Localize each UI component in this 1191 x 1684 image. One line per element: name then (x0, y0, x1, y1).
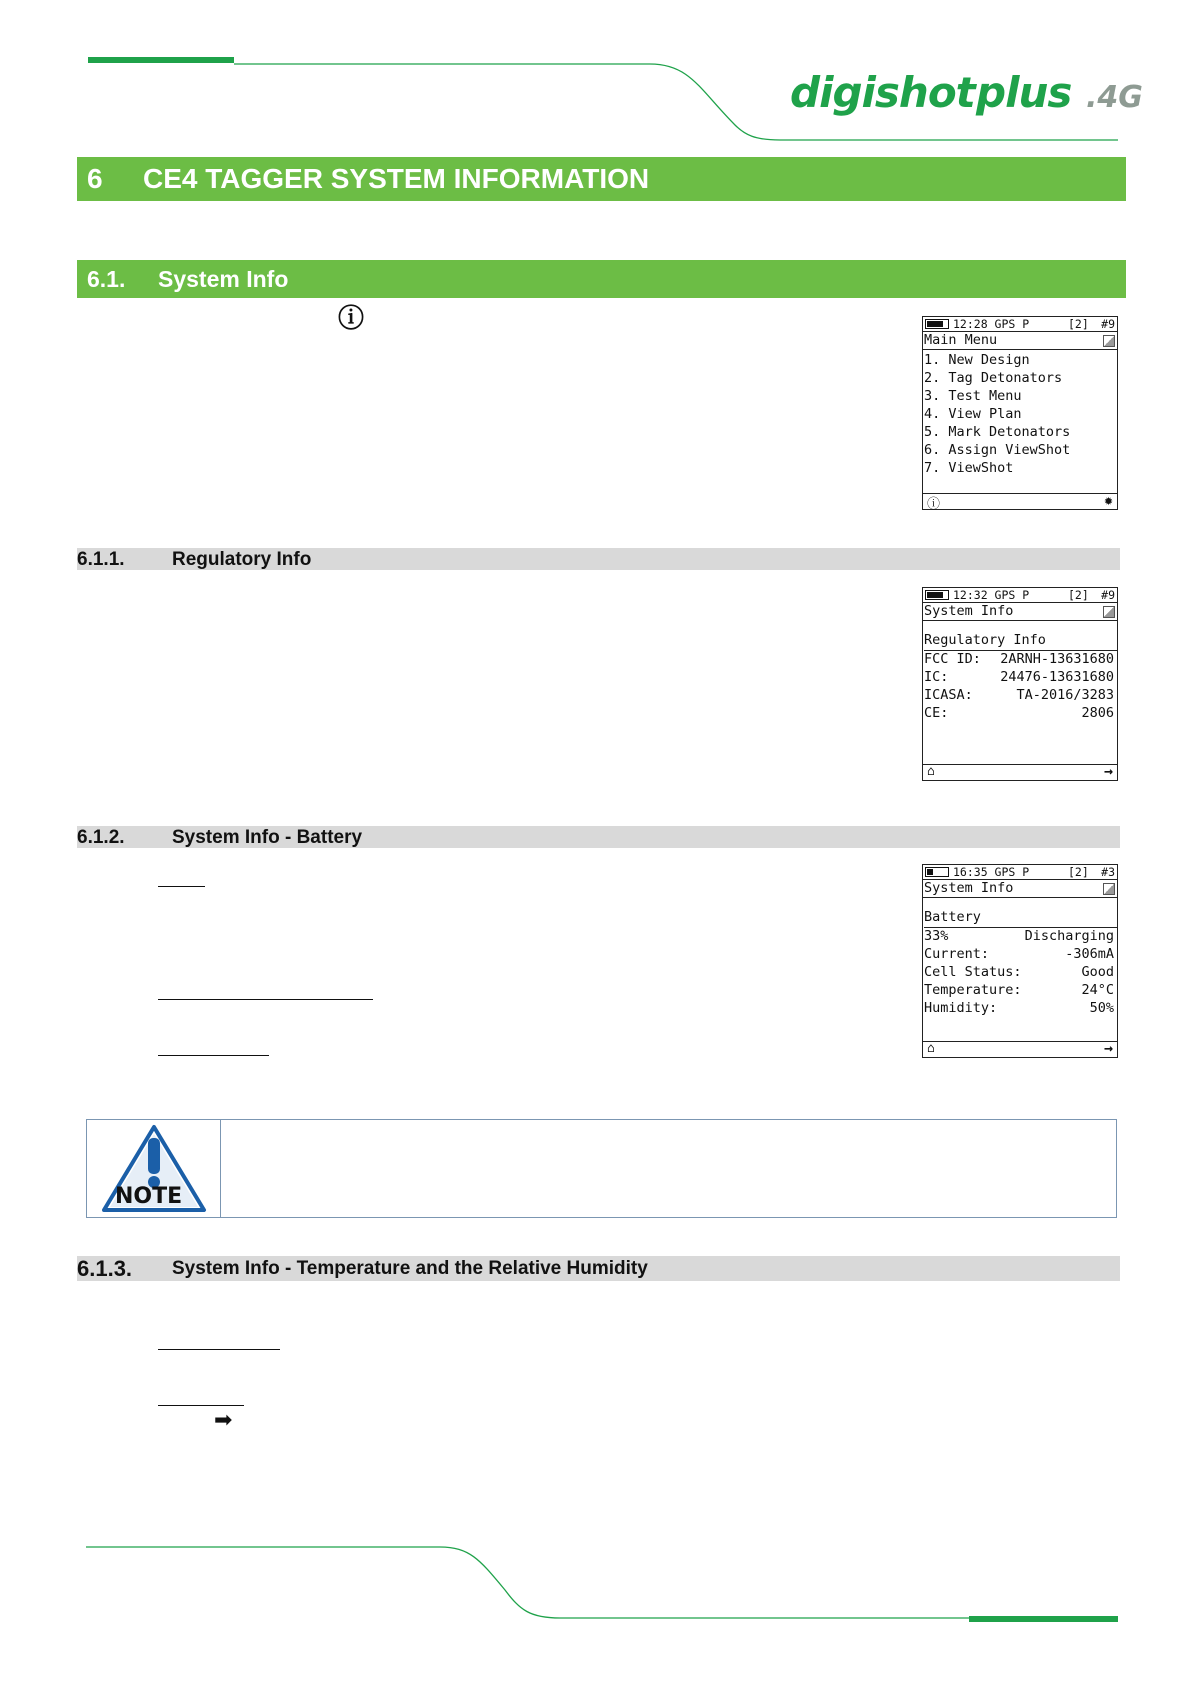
info-softkey-icon[interactable]: ⓘ (927, 497, 941, 512)
info-value: 24476-13631680 (1000, 669, 1114, 685)
status-time: 12:32 GPS P (953, 588, 1030, 602)
info-icon: ⓘ (338, 304, 365, 334)
status-count: #9 (1101, 317, 1115, 331)
note-label: NOTE (115, 1184, 183, 1209)
screen-title: System Info (924, 603, 1014, 619)
subsection-number: 6.1.2. (77, 827, 125, 848)
info-label: Cell Status: (924, 964, 1022, 980)
info-value: 24°C (1081, 982, 1114, 998)
info-value: TA-2016/3283 (1016, 687, 1114, 703)
info-label: ICASA: (924, 687, 973, 703)
subsection-number: 6.1.1. (77, 549, 125, 570)
logo-text-4g: .4G (1086, 80, 1143, 115)
info-value: 50% (1089, 1000, 1114, 1016)
info-label: Humidity: (924, 1000, 998, 1016)
status-time: 12:28 GPS P (953, 317, 1030, 331)
logo-text-plus: plus (976, 68, 1072, 117)
info-label: 33% (924, 928, 949, 944)
screen-title: System Info (924, 880, 1014, 896)
subsection-title: Regulatory Info (172, 549, 312, 570)
signal-icon: [2] (1068, 865, 1089, 879)
info-label: Temperature: (924, 982, 1022, 998)
subsection-title: System Info - Battery (172, 827, 363, 848)
info-label: FCC ID: (924, 651, 981, 667)
info-label: CE: (924, 705, 949, 721)
status-count: #3 (1101, 865, 1115, 879)
logo-text-digishot: digishot (790, 68, 975, 117)
menu-item[interactable]: 3. Test Menu (924, 388, 1022, 404)
signal-icon: [2] (1068, 588, 1089, 602)
info-value: Good (1081, 964, 1114, 980)
subsection-title: System Info - Temperature and the Relative Humidity (172, 1258, 648, 1279)
section-title: System Info (158, 266, 289, 292)
info-value: Discharging (1024, 928, 1114, 944)
screen-heading: Battery (924, 909, 1117, 928)
info-value: 2806 (1081, 705, 1114, 721)
info-label: Current: (924, 946, 990, 962)
subsection-number: 6.1.3. (77, 1256, 133, 1281)
chapter-number: 6 (87, 163, 103, 194)
next-arrow-softkey-icon[interactable]: → (1103, 1039, 1113, 1057)
next-arrow-softkey-icon[interactable]: → (1103, 762, 1113, 780)
section-number: 6.1. (87, 266, 126, 292)
menu-item[interactable]: 2. Tag Detonators (924, 370, 1063, 386)
home-softkey-icon[interactable]: ⌂ (927, 1041, 935, 1056)
screen-title: Main Menu (924, 332, 998, 348)
info-value: -306mA (1065, 946, 1114, 962)
screen-heading: Regulatory Info (924, 632, 1117, 651)
menu-item[interactable]: 7. ViewShot (924, 460, 1014, 476)
home-softkey-icon[interactable]: ⌂ (927, 764, 935, 779)
chapter-title: CE4 TAGGER SYSTEM INFORMATION (143, 163, 650, 194)
menu-item[interactable]: 4. View Plan (924, 406, 1022, 422)
settings-softkey-icon[interactable]: ✹ (1103, 491, 1113, 509)
info-value: 2ARNH-13631680 (1000, 651, 1114, 667)
status-count: #9 (1101, 588, 1115, 602)
right-arrow-icon: ➡ (214, 1408, 233, 1433)
info-label: IC: (924, 669, 949, 685)
menu-item[interactable]: 5. Mark Detonators (924, 424, 1071, 440)
menu-item[interactable]: 1. New Design (924, 352, 1030, 368)
menu-item[interactable]: 6. Assign ViewShot (924, 442, 1071, 458)
signal-icon: [2] (1068, 317, 1089, 331)
status-time: 16:35 GPS P (953, 865, 1030, 879)
